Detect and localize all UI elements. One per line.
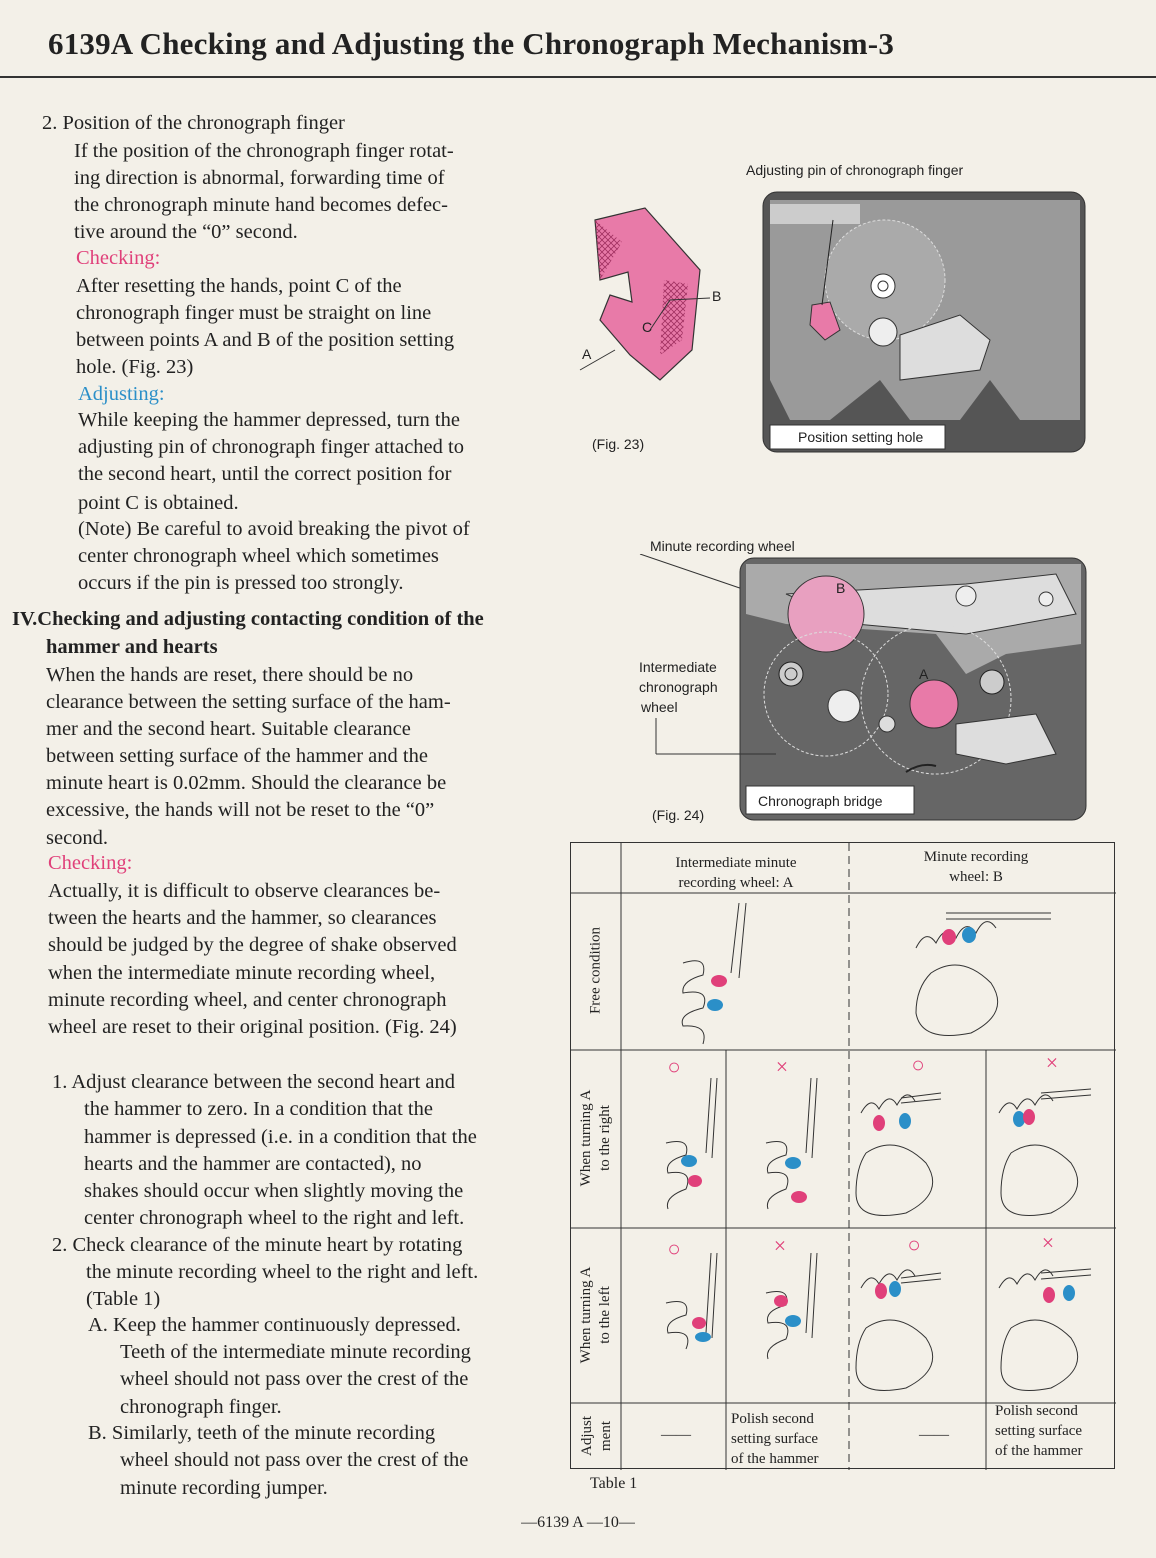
fig24-point: B: [836, 580, 846, 596]
col-header-b: Minute recording wheel: B: [923, 849, 1029, 885]
checking-line: between points A and B of the position setting: [76, 329, 455, 351]
adjust-polish: Polish second setting surface of the hammer: [995, 1403, 1083, 1459]
title-rule: [0, 76, 1156, 78]
checking-line: should be judged by the degree of shake observed: [48, 934, 457, 956]
row-header-adjust: Adjust ment: [579, 1416, 614, 1457]
checking-line: minute recording wheel, and center chronograph: [48, 989, 447, 1011]
item2-line: If the position of the chronograph finger rotat-: [74, 140, 454, 162]
drawing-left-b-ok: [856, 1270, 941, 1391]
list-item: center chronograph wheel to the right and left.: [84, 1207, 465, 1229]
fig23-label-bottom: Position setting hole: [798, 429, 924, 445]
fig24-label-mid: chronograph: [639, 679, 718, 695]
list-item: hearts and the hammer are contacted), no: [84, 1153, 422, 1175]
adjust-dash: ——: [661, 1427, 691, 1443]
list-item: 1. Adjust clearance between the second heart and: [52, 1071, 455, 1093]
table-1: [570, 842, 1115, 1469]
item2-line: tive around the “0” second.: [74, 221, 298, 243]
ok-mark: ○: [667, 1236, 681, 1261]
checking-heading: Checking:: [76, 247, 161, 269]
list-item: 2. Check clearance of the minute heart by rotating: [52, 1234, 463, 1256]
drawing-free-a: [682, 903, 746, 1044]
row-header-right: When turning A to the right: [578, 1089, 613, 1187]
checking-line: wheel are reset to their original position. (Fig. 24): [48, 1016, 457, 1038]
note-line: (Note) Be careful to avoid breaking the pivot of: [78, 518, 470, 540]
adjusting-heading: Adjusting:: [78, 383, 165, 405]
item2-heading: 2. Position of the chronograph finger: [42, 112, 345, 134]
drawing-right-a-ng: [766, 1078, 817, 1209]
fig23-point: A: [582, 346, 592, 362]
fig24-caption: (Fig. 24): [652, 807, 705, 823]
list-item: chronograph finger.: [120, 1396, 282, 1418]
ok-mark: ○: [911, 1052, 925, 1077]
list-item: A. Keep the hammer continuously depressed.: [88, 1314, 461, 1336]
list-item: the hammer to zero. In a condition that the: [84, 1098, 433, 1120]
fig23-point: C: [642, 319, 653, 335]
item2-line: ing direction is abnormal, forwarding time of: [74, 167, 445, 189]
adjusting-line: While keeping the hammer depressed, turn the: [78, 409, 460, 431]
adjusting-line: adjusting pin of chronograph finger attached to: [78, 436, 464, 458]
section-line: between setting surface of the hammer and the: [46, 745, 428, 767]
section-line: When the hands are reset, there should be no: [46, 664, 414, 686]
list-item: minute recording jumper.: [120, 1477, 328, 1499]
ng-mark: ×: [775, 1054, 789, 1079]
checking-heading: Checking:: [48, 852, 133, 874]
checking-line: chronograph finger must be straight on line: [76, 302, 432, 324]
checking-line: After resetting the hands, point C of the: [76, 275, 402, 297]
checking-line: tween the hearts and the hammer, so clearances: [48, 907, 437, 929]
section-line: minute heart is 0.02mm. Should the clearance be: [46, 772, 447, 794]
row-header-free: Free condition: [587, 926, 604, 1015]
page-title: 6139A Checking and Adjusting the Chronograph Mechanism-3: [48, 26, 895, 61]
list-item: wheel should not pass over the crest of the: [120, 1368, 469, 1390]
table-caption: Table 1: [590, 1475, 638, 1492]
row-header-left: When turning A to the left: [578, 1266, 613, 1364]
list-item: wheel should not pass over the crest of the: [120, 1449, 469, 1471]
drawing-left-a-ok: [666, 1253, 717, 1349]
item2-line: the chronograph minute hand becomes defec-: [74, 194, 448, 216]
list-item: B. Similarly, teeth of the minute recording: [88, 1422, 436, 1444]
drawing-right-a-ok: [666, 1078, 717, 1209]
ok-mark: ○: [667, 1054, 681, 1079]
table-grid: [571, 843, 1116, 1470]
col-header-a: Intermediate minute recording wheel: A: [675, 855, 797, 891]
checking-line: when the intermediate minute recording wheel,: [48, 962, 436, 984]
list-item: shakes should occur when slightly moving the: [84, 1180, 464, 1202]
adjusting-line: point C is obtained.: [78, 492, 239, 514]
ng-mark: ×: [1041, 1230, 1055, 1255]
section-line: second.: [46, 827, 109, 849]
list-item: Teeth of the intermediate minute recording: [120, 1341, 471, 1363]
fig24-point: A: [919, 666, 929, 682]
drawing-free-b: [916, 913, 1051, 1036]
checking-line: hole. (Fig. 23): [76, 356, 194, 378]
fig24-label-bottom: Chronograph bridge: [758, 793, 883, 809]
ng-mark: ×: [773, 1233, 787, 1258]
drawing-left-a-ng: [766, 1253, 817, 1359]
section-heading: IV.Checking and adjusting contacting condition of the: [12, 608, 484, 630]
section-line: clearance between the setting surface of the ham-: [46, 691, 451, 713]
list-item: hammer is depressed (i.e. in a condition that the: [84, 1126, 477, 1148]
list-item: the minute recording wheel to the right and left.: [86, 1261, 479, 1283]
fig23-caption: (Fig. 23): [592, 436, 645, 452]
fig23-label-top: Adjusting pin of chronograph finger: [746, 162, 964, 178]
drawing-right-b-ng: [999, 1089, 1091, 1216]
note-line: center chronograph wheel which sometimes: [78, 545, 439, 567]
adjusting-line: the second heart, until the correct position for: [78, 463, 452, 485]
section-line: mer and the second heart. Suitable clearance: [46, 718, 411, 740]
drawing-right-b-ok: [856, 1093, 941, 1216]
list-item: (Table 1): [86, 1288, 161, 1310]
fig24-label-top: Minute recording wheel: [650, 538, 795, 554]
ng-mark: ×: [1045, 1050, 1059, 1075]
section-line: excessive, the hands will not be reset to the “0”: [46, 799, 435, 821]
adjust-polish: Polish second setting surface of the hammer: [731, 1411, 819, 1467]
fig24-label-mid: wheel: [641, 699, 678, 715]
fig24-label-mid: Intermediate: [639, 659, 717, 675]
fig23-illustration: [560, 180, 1100, 460]
section-heading: hammer and hearts: [46, 636, 218, 658]
checking-line: Actually, it is difficult to observe clearances be-: [48, 880, 441, 902]
note-line: occurs if the pin is pressed too strongly.: [78, 572, 404, 594]
ok-mark: ○: [907, 1232, 921, 1257]
adjust-dash: ——: [919, 1427, 949, 1443]
fig23-point: B: [712, 288, 722, 304]
page-number: —6139 A —10—: [521, 1514, 635, 1531]
drawing-left-b-ng: [999, 1269, 1091, 1391]
